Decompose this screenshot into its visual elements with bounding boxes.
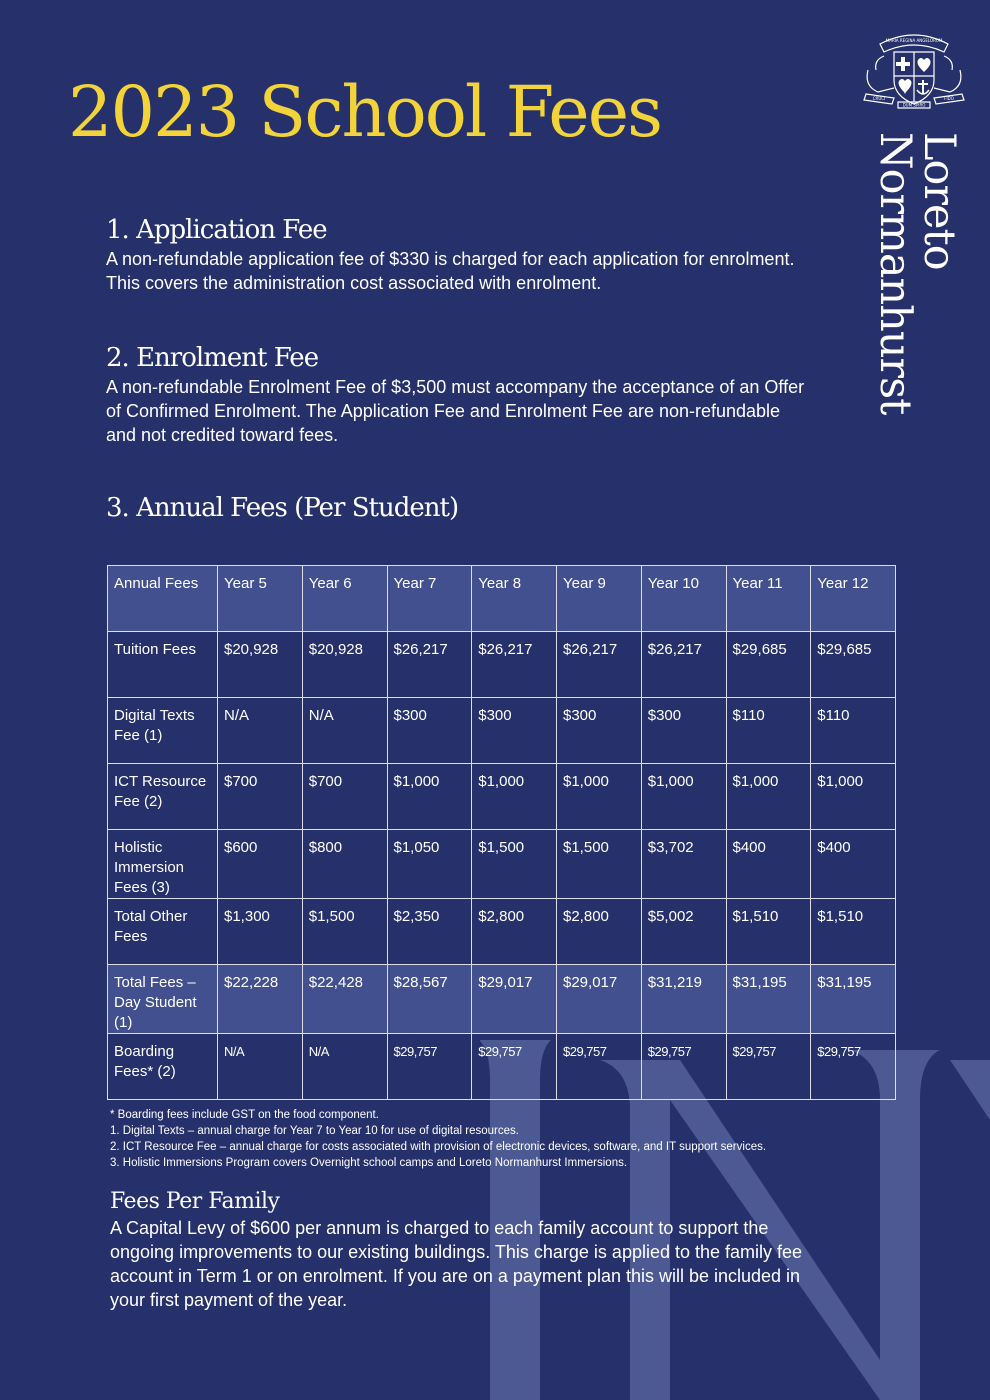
table-cell: $29,017: [557, 965, 642, 1034]
application-fee-section: [106, 216, 806, 295]
table-cell: Year 11: [726, 566, 811, 632]
crest-motto-left: CRUCI: [872, 96, 886, 101]
brand-wordmark: [870, 132, 964, 415]
table-cell: $700: [302, 764, 387, 830]
table-cell: $1,000: [641, 764, 726, 830]
table-cell: $1,050: [387, 830, 472, 899]
table-cell: $1,000: [472, 764, 557, 830]
table-row-total-day-student: [108, 965, 896, 1034]
table-cell: $31,219: [641, 965, 726, 1034]
table-cell: $2,800: [472, 899, 557, 965]
table-cell: N/A: [302, 698, 387, 764]
table-row-label: Annual Fees: [108, 566, 218, 632]
page-title: 2023 School Fees: [68, 71, 662, 153]
table-cell: Year 8: [472, 566, 557, 632]
table-cell: $20,928: [302, 632, 387, 698]
table-cell: $400: [726, 830, 811, 899]
fees-per-family-text: A Capital Levy of $600 per annum is charged to each family account to support the ongoing improvements to our existing buildings. This charge is applied to the family fee account in Term 1 or on enrolment. If you are on a payment plan this will be included in your first payment of the year.: [110, 1218, 803, 1311]
table-cell: $22,228: [218, 965, 303, 1034]
table-cell: Year 10: [641, 566, 726, 632]
crest-motto-right: FIDO: [944, 96, 954, 101]
footnote-digital-texts: 1. Digital Texts – annual charge for Year 7 to Year 10 for use of digital resources.: [110, 1125, 519, 1137]
table-row-label: Digital Texts Fee (1): [108, 698, 218, 764]
table-cell: $31,195: [726, 965, 811, 1034]
table-cell: $29,017: [472, 965, 557, 1034]
annual-fees-table: [107, 565, 896, 1100]
table-cell: $2,350: [387, 899, 472, 965]
table-cell: $800: [302, 830, 387, 899]
table-cell: N/A: [302, 1034, 387, 1100]
table-cell: $31,195: [811, 965, 896, 1034]
table-cell: $26,217: [557, 632, 642, 698]
table-cell: $2,800: [557, 899, 642, 965]
table-header-row: [108, 566, 896, 632]
table-cell: $1,000: [726, 764, 811, 830]
table-cell: $1,500: [302, 899, 387, 965]
table-row-tuition: [108, 632, 896, 698]
table-cell: $700: [218, 764, 303, 830]
table-row-holistic-immersion: [108, 830, 896, 899]
table-cell: Year 5: [218, 566, 303, 632]
enrolment-fee-section: [106, 344, 806, 447]
table-row-label: ICT Resource Fee (2): [108, 764, 218, 830]
table-cell: $5,002: [641, 899, 726, 965]
table-cell: $600: [218, 830, 303, 899]
table-cell: $300: [641, 698, 726, 764]
table-cell: N/A: [218, 1034, 303, 1100]
fees-per-family-section: [110, 1190, 810, 1312]
table-cell: $300: [387, 698, 472, 764]
table-cell: $20,928: [218, 632, 303, 698]
table-cell: $1,510: [726, 899, 811, 965]
table-cell: $400: [811, 830, 896, 899]
application-fee-text: A non-refundable application fee of $330 is charged for each application for enrolment. This covers the administration cost associated with enrolment.: [106, 248, 795, 293]
table-cell: $1,000: [557, 764, 642, 830]
table-row-label: Total Other Fees: [108, 899, 218, 965]
annual-fees-section: [106, 494, 806, 523]
table-cell: Year 7: [387, 566, 472, 632]
table-cell: $29,685: [726, 632, 811, 698]
table-cell: $1,510: [811, 899, 896, 965]
annual-fees-heading: 3. Annual Fees (Per Student): [106, 493, 459, 523]
table-cell: $26,217: [387, 632, 472, 698]
table-row-digital-texts: [108, 698, 896, 764]
brand-line-1: Loreto: [914, 132, 964, 270]
table-cell: $29,757: [387, 1034, 472, 1100]
table-cell: $3,702: [641, 830, 726, 899]
table-row-label: Total Fees – Day Student (1): [108, 965, 218, 1034]
application-fee-heading: 1. Application Fee: [106, 215, 327, 245]
crest-motto-center: DUM SPIRO: [902, 102, 926, 108]
table-cell: $1,500: [472, 830, 557, 899]
footnote-boarding: * Boarding fees include GST on the food component.: [110, 1109, 379, 1121]
table-cell: $26,217: [641, 632, 726, 698]
table-cell: $29,757: [557, 1034, 642, 1100]
table-cell: $300: [472, 698, 557, 764]
table-row-label: Tuition Fees: [108, 632, 218, 698]
crest-motto-top: MARIA REGINA ANGELORUM: [885, 38, 943, 43]
table-cell: $1,300: [218, 899, 303, 965]
table-cell: N/A: [218, 698, 303, 764]
table-cell: Year 12: [811, 566, 896, 632]
table-cell: $1,000: [811, 764, 896, 830]
school-crest-logo: [860, 30, 968, 110]
table-cell: $28,567: [387, 965, 472, 1034]
table-cell: $110: [726, 698, 811, 764]
table-footnotes: [110, 1107, 766, 1171]
table-row-boarding: [108, 1034, 896, 1100]
table-cell: $22,428: [302, 965, 387, 1034]
table-cell: Year 6: [302, 566, 387, 632]
footnote-ict-resource: 2. ICT Resource Fee – annual charge for costs associated with provision of electronic devices, software, and IT support services.: [110, 1141, 767, 1153]
table-cell: $26,217: [472, 632, 557, 698]
footnote-holistic-immersions: 3. Holistic Immersions Program covers Overnight school camps and Loreto Normanhurst Immersions.: [110, 1157, 628, 1169]
table-row-ict-resource: [108, 764, 896, 830]
table-cell: $29,685: [811, 632, 896, 698]
table-row-label: Holistic Immersion Fees (3): [108, 830, 218, 899]
table-cell: $29,757: [811, 1034, 896, 1100]
enrolment-fee-heading: 2. Enrolment Fee: [106, 343, 319, 373]
table-cell: $29,757: [641, 1034, 726, 1100]
table-cell: $1,500: [557, 830, 642, 899]
brand-line-2: Normanhurst: [870, 132, 920, 415]
table-row-total-other: [108, 899, 896, 965]
enrolment-fee-text: A non-refundable Enrolment Fee of $3,500 must accompany the acceptance of an Offer of Confirmed Enrolment. The Application Fee and Enrolment Fee are non-refundable and not credited toward fees.: [106, 376, 805, 445]
table-cell: $29,757: [472, 1034, 557, 1100]
fees-per-family-heading: Fees Per Family: [110, 1189, 280, 1214]
table-cell: $110: [811, 698, 896, 764]
table-cell: Year 9: [557, 566, 642, 632]
table-cell: $29,757: [726, 1034, 811, 1100]
table-row-label: Boarding Fees* (2): [108, 1034, 218, 1100]
table-cell: $300: [557, 698, 642, 764]
table-cell: $1,000: [387, 764, 472, 830]
